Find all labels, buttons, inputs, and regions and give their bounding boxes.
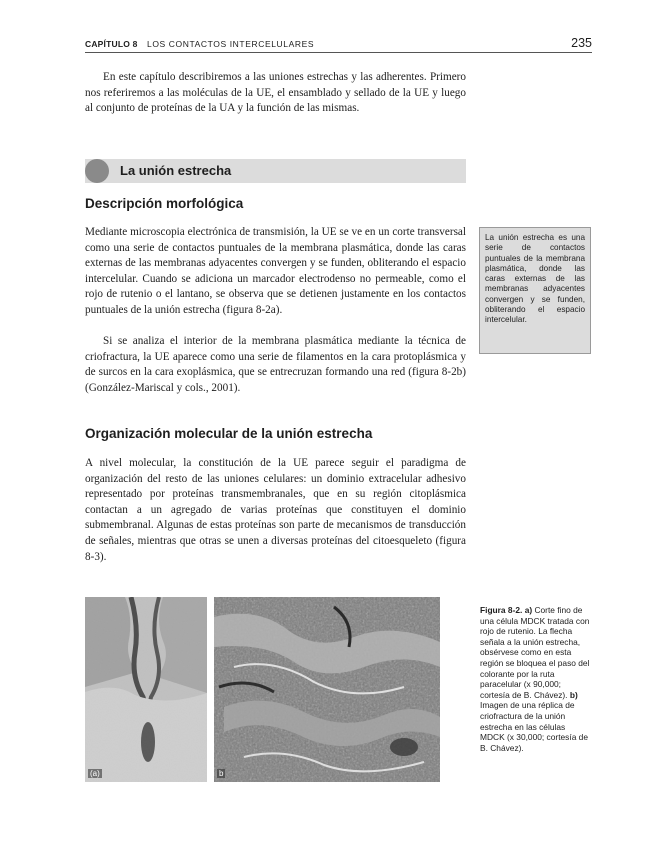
figure-panel-a-micrograph [85,597,207,782]
page-number: 235 [571,36,592,50]
micrograph-b-image [214,597,440,782]
panel-b-label: b [219,769,224,778]
section-heading-bar [85,159,466,183]
morphology-paragraph-2-text: Si se analiza el interior de la membrana plasmática mediante la técnica de criofractura, la UE aparece como una serie de filamentos en la cara protoplásmica y de surcos en la cara exoplásmica, que se entrecruzan formando una red (figura 8-2b) (González-Mariscal y cols., 2001). [85,335,466,394]
intro-paragraph-text: En este capítulo describiremos a las uniones estrechas y las adherentes. Primero nos referiremos a las moléculas de la UE, el ensamblado y sellado de la UE y luego al conjunto de proteínas de la UA y la función de las mismas. [85,71,466,115]
chapter-title: LOS CONTACTOS INTERCELULARES [147,39,315,49]
margin-note-text: La unión estrecha es una serie de contactos puntuales de la membrana plasmática, donde las caras externas de las membranas adyacentes convergen y se funden, obliterando el espacio intercelular. [485,233,585,325]
morphology-paragraph-2 [85,334,466,396]
margin-note [479,227,591,354]
morphology-paragraph-1 [85,225,466,319]
morphology-paragraph-1-text: Mediante microscopia electrónica de transmisión, la UE se ve en un corte transversal como una serie de contactos puntuales de la membrana plasmática, donde las caras externas de las membranas adyacentes convergen y se funden, obliterando el espacio intercelular. Cuando se adiciona un marcador electrodenso no permeable, como el rojo de rutenio o el lantano, se observa que se detienen justamente en los contactos puntuales de la unión estrecha (figura 8-2a). [85,226,466,316]
molecular-heading: Organización molecular de la unión estrecha [85,426,373,441]
running-header [85,38,592,53]
molecular-paragraph [85,456,466,565]
intro-paragraph [85,70,466,117]
panel-a-label: (a) [90,769,100,778]
caption-label: Figura 8-2. [480,605,523,615]
caption-b-text: Imagen de una réplica de criofractura de la unión estrecha en las células MDCK (x 30,000; cortesía de B. Chávez). [480,700,588,753]
caption-a-marker: a) [524,605,533,615]
caption-a-text: Corte fino de una célula MDCK tratada con rojo de rutenio. La flecha señala a la unión estrecha, obsérvese como en esta región se bloquea el paso del colorante por la ruta paracelular (x 90,000; cortesía de B. Chávez). [480,605,590,700]
section-bullet-icon [85,159,109,183]
figure-panel-b-micrograph [214,597,440,782]
chapter-label: CAPÍTULO 8 [85,39,138,49]
caption-b-marker: b) [569,689,578,700]
section-title: La unión estrecha [120,163,232,178]
molecular-paragraph-text: A nivel molecular, la constitución de la UE parece seguir el paradigma de organización del resto de las uniones celulares: un dominio extracelular adhesivo representado por proteínas transmembranales, que en su región citoplásmica contactan a un agregado de varias proteínas que constituyen el dominio submembranal. Algunas de estas proteínas son parte de mecanismos de transducción de señales, mientras que otras se unen a diversas proteínas del citoesqueleto (figura 8-3). [85,457,466,563]
micrograph-a-image [85,597,207,782]
figure-caption [480,605,592,753]
morphology-heading: Descripción morfológica [85,196,244,211]
